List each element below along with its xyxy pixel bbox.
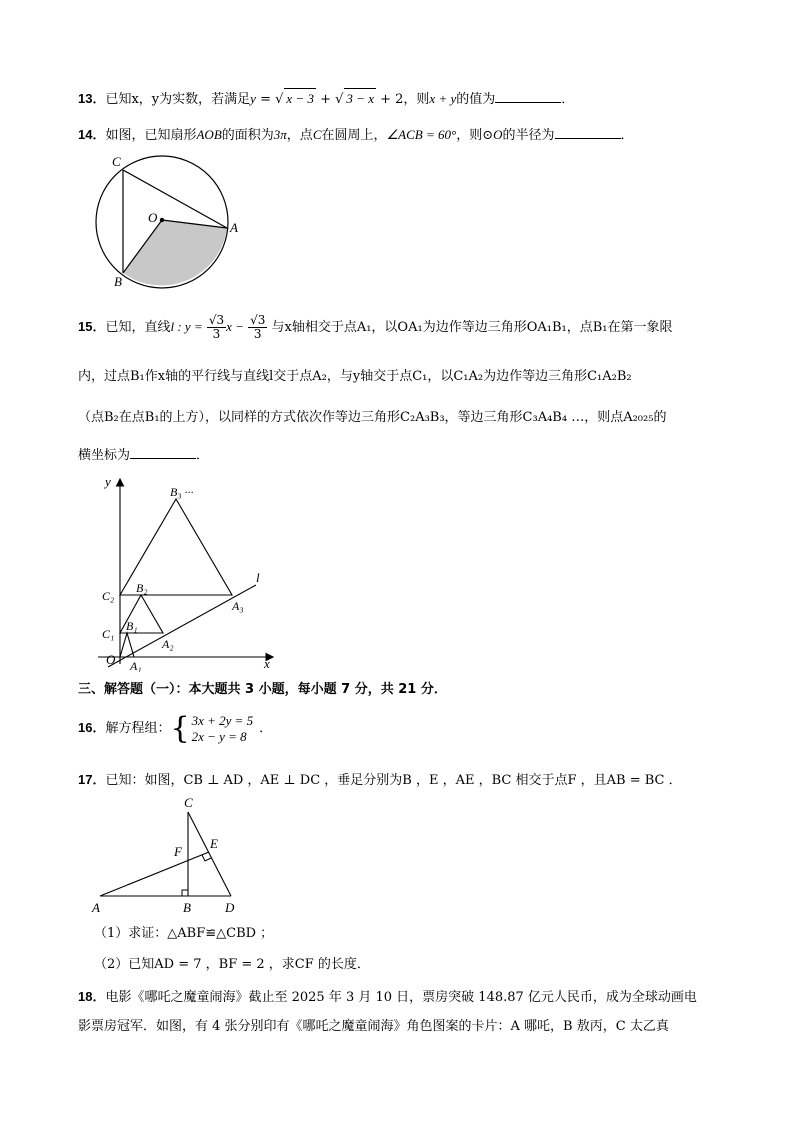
question-13-text-pre: 已知x，y为实数，若满足: [105, 92, 251, 107]
q13-plus2: + 2: [375, 92, 404, 107]
question-17-number: 17．: [78, 772, 106, 787]
q17-right-angle-b: [182, 890, 188, 896]
q17-label-e: E: [210, 836, 218, 851]
q15-l3: （点B₂在点B₁的上方），以同样的方式依次作等边三角形C₂A₃B₃，等边三角形C₃A₄B₄ …，则点A₂₀₂₅的: [78, 410, 667, 425]
q17-label-b: B: [183, 900, 191, 915]
q17-label-a: A: [92, 900, 100, 915]
q15-label-a1: A₁: [130, 659, 142, 672]
question-16: [78, 710, 272, 746]
q14-text1: 如图，已知扇形: [105, 128, 197, 143]
q18-l2: 影票房冠军．如图，有 4 张分别印有《哪吒之魔童闹海》角色图案的卡片：A 哪吒，B 敖丙，C 太乙真: [78, 1019, 669, 1034]
question-13-number: 13．: [78, 91, 106, 106]
q14-area: 3π: [273, 127, 287, 142]
q15-end: ．: [196, 448, 210, 463]
question-17: [78, 770, 682, 791]
question-14: [78, 124, 634, 146]
q14-angle: ∠ACB = 60°: [386, 127, 457, 142]
q15-frac2: [248, 314, 267, 341]
q14-text3: ，点: [286, 128, 313, 143]
q13-mid: ，则: [403, 92, 430, 107]
q13-answer-blank[interactable]: [495, 88, 561, 103]
q15-answer-blank[interactable]: [130, 444, 196, 459]
q15-l1a: 已知，直线: [105, 320, 171, 335]
q15-label-b2: B₂: [136, 581, 148, 595]
q14-label-a: A: [230, 220, 238, 235]
q15-label-b1: B₁: [126, 619, 138, 633]
question-16-number: 16．: [78, 720, 106, 735]
q15-label-y: y: [105, 474, 111, 489]
q17-part2: （2）已知AD = 7 ，BF = 2 ，求CF 的长度．: [94, 957, 370, 972]
question-15-line4: [78, 444, 209, 466]
q15-frac2-den: 3: [253, 327, 262, 341]
q13-sqrt1: x − 3: [284, 88, 316, 109]
q14-answer-blank[interactable]: [555, 124, 621, 139]
q17-part1: （1）求证：△ABF≌△CBD ；: [94, 926, 274, 941]
q15-label-a3: A₃: [232, 599, 244, 613]
q15-frac1: [207, 314, 226, 341]
question-15-line1: [78, 312, 672, 342]
q15-eq: l : y =: [170, 319, 203, 334]
question-13: 13．已知x，y为实数，若满足y = √ x − 3 + √ 3 − x + 2，则x + y的值为 ．: [78, 88, 574, 110]
q17-text: 已知：如图，CB ⊥ AD ，AE ⊥ DC ，垂足分别为B ，E ，AE ，BC 相交于点F ，且AB = BC ．: [105, 773, 682, 788]
q14-aob: AOB: [196, 127, 222, 142]
q14-text6: 的半径为: [502, 128, 555, 143]
question-18-line1: [78, 987, 697, 1008]
q17-label-c: C: [184, 795, 193, 810]
question-15-line3: [78, 408, 666, 428]
q15-frac2-num: √3: [250, 313, 266, 327]
q16-end: ．: [259, 721, 273, 736]
q16-brace: {: [170, 710, 190, 746]
question-18-number: 18．: [78, 989, 106, 1004]
q14-o: O: [493, 127, 503, 142]
q14-text4: 在圆周上，: [321, 128, 387, 143]
q15-label-l: l: [256, 570, 260, 585]
q14-label-b: B: [114, 274, 122, 289]
q13-y: y: [250, 91, 256, 106]
q13-post: 的值为: [456, 92, 496, 107]
q17-label-f: F: [174, 844, 182, 859]
q14-label-c: C: [112, 154, 121, 169]
q16-system: [192, 713, 254, 745]
q15-l2: 内，过点B₁作x轴的平行线与直线l交于点A₂，与y轴交于点C₁，以C₁A₂为边作等边三角形C₁A₂B₂: [78, 369, 632, 384]
q14-label-o: O: [148, 210, 158, 225]
q14-end: ．: [620, 128, 634, 143]
q15-label-c2: C₂: [102, 589, 115, 603]
q14-circle-figure: [90, 152, 250, 292]
q15-label-a2: A₂: [162, 637, 174, 651]
q16-eq1: 3x + 2y = 5: [191, 712, 254, 728]
q13-eq: =: [255, 92, 276, 107]
q15-label-b3: B₃ ···: [170, 485, 194, 499]
q15-triangles-figure: [90, 472, 290, 672]
q17-triangle-figure: [90, 792, 250, 922]
q15-label-x: x: [264, 656, 270, 671]
q16-text: 解方程组：: [105, 721, 171, 736]
q13-plus1: +: [315, 92, 336, 107]
q14-c: C: [312, 127, 322, 142]
q15-l4: 横坐标为: [78, 448, 131, 463]
q15-label-o: O: [106, 652, 116, 667]
q17-line-ae: [100, 852, 209, 896]
question-15-number: 15．: [78, 319, 106, 334]
q13-xy: x + y: [429, 91, 457, 106]
q17-label-d: D: [225, 900, 235, 915]
q14-text5: ，则⊙: [456, 128, 494, 143]
q16-eq2: 2x − y = 8: [191, 728, 247, 744]
question-15-line2: [78, 367, 632, 387]
question-18-line2: [78, 1017, 669, 1037]
q13-end: ．: [561, 92, 575, 107]
q15-frac1-den: 3: [212, 327, 221, 341]
q13-sqrt2: 3 − x: [344, 88, 376, 109]
q15-frac1-num: √3: [208, 313, 225, 327]
q15-l1b: 与x轴相交于点A₁，以OA₁为边作等边三角形OA₁B₁，点B₁在第一象限: [271, 320, 673, 335]
q17-right-angle-e: [202, 855, 211, 861]
q14-center-dot: [160, 218, 164, 222]
q15-x: x −: [226, 319, 244, 334]
section-3-title: 三、解答题（一）：本大题共 3 小题，每小题 7 分，共 21 分．: [78, 682, 447, 697]
q14-text2: 的面积为: [221, 128, 274, 143]
q17-line-cd: [188, 812, 231, 896]
q18-l1: 电影《哪吒之魔童闹海》截止至 2025 年 3 月 10 日，票房突破 148.87 亿元人民币，成为全球动画电: [105, 990, 697, 1005]
q15-label-c1: C₁: [102, 627, 115, 641]
question-14-number: 14．: [78, 127, 106, 142]
